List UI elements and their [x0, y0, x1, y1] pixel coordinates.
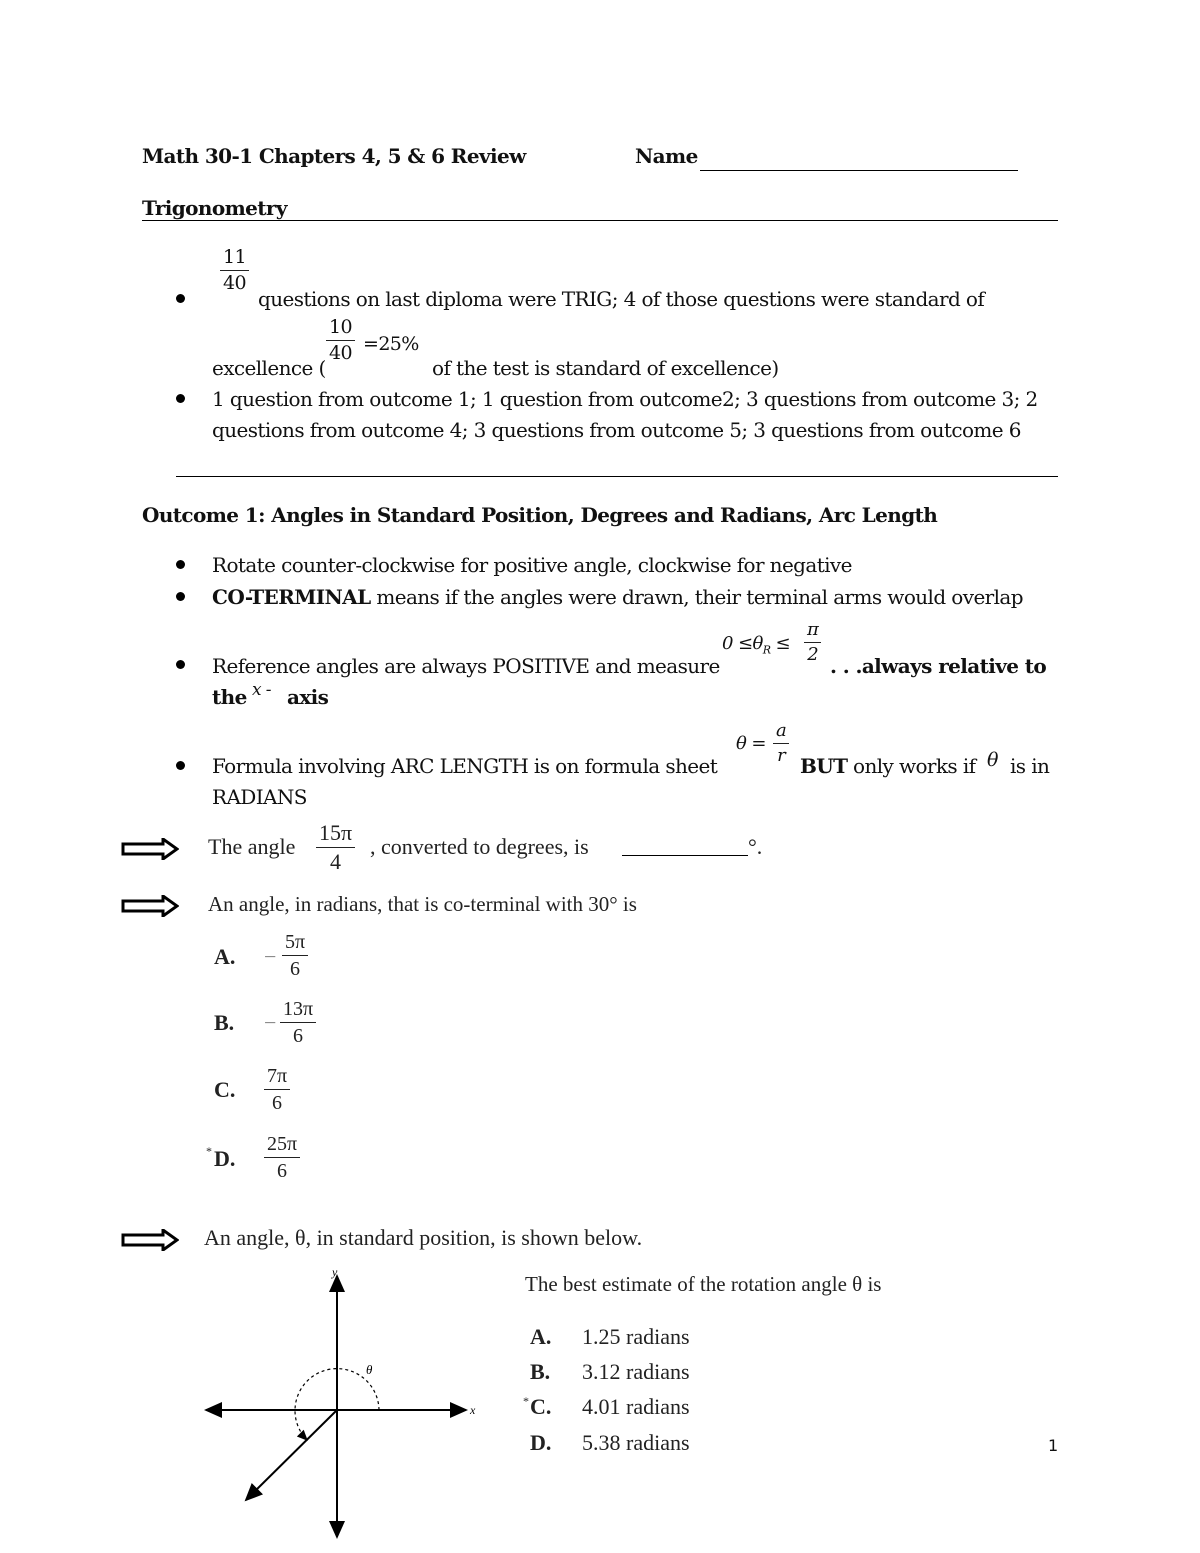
outcome1-bullet4-line2: RADIANS	[212, 785, 307, 809]
outcome1-bullet3-axis: axis	[287, 685, 329, 709]
intro-divider	[176, 476, 1058, 477]
intro-bullet2-line1: 1 question from outcome 1; 1 question from outcome2; 3 questions from outcome 3; 2	[212, 387, 1038, 411]
theta-symbol: θ	[987, 749, 998, 771]
q2-option-a-sign: −	[264, 944, 277, 969]
name-blank-line[interactable]	[700, 170, 1018, 171]
outcome1-bullet2: CO-TERMINAL means if the angles were drawn, their terminal arms would overlap	[212, 585, 1023, 609]
q2-option-b-value[interactable]: $\frac{13\pi}{6}$	[280, 999, 316, 1046]
arc-formula-left: θ =	[736, 733, 766, 754]
section-title: Trigonometry	[142, 196, 287, 220]
question-arrow-icon	[121, 1229, 179, 1251]
q3-answer-mark: *	[523, 1394, 529, 1408]
q2-option-a-label[interactable]: A.	[214, 944, 236, 969]
page-number: 1	[1048, 1436, 1059, 1455]
intro-bullet2-line2: questions from outcome 4; 3 questions from outcome 5; 3 questions from outcome 6	[212, 418, 1021, 442]
reference-angle-formula: $0 \le\theta_R$ ≤	[722, 633, 790, 657]
outcome1-title: Outcome 1: Angles in Standard Position, Degrees and Radians, Arc Length	[142, 503, 938, 527]
q1-prefix: The angle	[208, 834, 296, 859]
theta-label: θ	[366, 1362, 373, 1377]
page-title: Math 30-1 Chapters 4, 5 & 6 Review	[142, 144, 526, 168]
bullet	[176, 394, 185, 403]
q1-answer-blank[interactable]	[622, 855, 748, 856]
outcome1-bullet4-end: is in	[1010, 754, 1050, 778]
q3-option-a-label[interactable]: A.	[530, 1324, 552, 1349]
q3-option-c-label[interactable]: C.	[530, 1394, 552, 1419]
but-emphasis: BUT	[800, 754, 848, 778]
q2-option-b-label[interactable]: B.	[214, 1010, 235, 1035]
bullet	[176, 761, 185, 770]
terminal-arm	[246, 1410, 337, 1500]
outcome1-bullet4-line1: Formula involving ARC LENGTH is on formula sheet	[212, 754, 718, 778]
question-arrow-icon	[121, 838, 179, 860]
outcome1-bullet1: Rotate counter-clockwise for positive angle, clockwise for negative	[212, 553, 852, 577]
outcome1-bullet4-mid: only works if	[853, 754, 976, 778]
outcome1-bullet3-the: the	[212, 685, 247, 709]
bullet	[176, 294, 185, 303]
q3-option-a-text[interactable]: 1.25 radians	[582, 1324, 690, 1349]
q2-option-b-sign: −	[264, 1010, 277, 1035]
section-divider	[142, 220, 1058, 221]
bullet	[176, 592, 185, 601]
bullet	[176, 560, 185, 569]
q2-option-a-value[interactable]: $\frac{5\pi}{6}$	[282, 932, 308, 979]
q3-option-b-label[interactable]: B.	[530, 1359, 551, 1384]
q1-fraction: $\frac{15\pi}{4}$	[316, 822, 355, 873]
q1-degree-end: °.	[748, 834, 763, 859]
a-over-r: $\frac{a}{r}$	[773, 722, 789, 765]
q2-option-d-label[interactable]: D.	[214, 1146, 236, 1171]
intro-bullet1-line2b: of the test is standard of excellence)	[432, 356, 779, 380]
q3-option-d-text[interactable]: 5.38 radians	[582, 1430, 690, 1455]
q3-option-b-text[interactable]: 3.12 radians	[582, 1359, 690, 1384]
q3-option-c-text[interactable]: 4.01 radians	[582, 1394, 690, 1419]
intro-bullet1-line2a: excellence (	[212, 356, 326, 380]
q3-ask: The best estimate of the rotation angle θ is	[525, 1272, 882, 1296]
q3-option-d-label[interactable]: D.	[530, 1430, 552, 1455]
q2-option-c-label[interactable]: C.	[214, 1077, 236, 1102]
q1-text: , converted to degrees, is	[370, 834, 589, 859]
q3-stem: An angle, θ, in standard position, is shown below.	[204, 1225, 643, 1250]
name-label: Name	[635, 144, 698, 168]
coterminal-term: CO-TERMINAL	[212, 585, 371, 609]
q2-answer-mark: *	[206, 1144, 212, 1158]
q2-option-c-value[interactable]: $\frac{7\pi}{6}$	[264, 1066, 290, 1113]
intro-bullet1-line1: questions on last diploma were TRIG; 4 of those questions were standard of	[258, 287, 985, 311]
fraction-11-40: $\frac{11}{40}$	[220, 248, 249, 293]
q2-stem: An angle, in radians, that is co-terminal with 30° is	[208, 892, 637, 916]
x-axis-label: x	[470, 1403, 476, 1417]
q2-option-d-value[interactable]: $\frac{25\pi}{6}$	[264, 1134, 300, 1181]
bullet	[176, 660, 185, 669]
outcome1-bullet3-line1: Reference angles are always POSITIVE and measure	[212, 654, 720, 678]
outcome1-bullet3-tail: . . .always relative to	[830, 654, 1047, 678]
y-axis-label: y	[332, 1265, 338, 1279]
x-variable: x -	[252, 680, 271, 700]
question-arrow-icon	[121, 895, 179, 917]
percent-value: =25%	[363, 333, 419, 355]
fraction-10-40: $\frac{10}{40}$	[326, 318, 355, 363]
pi-over-2: $\frac{\pi}{2}$	[804, 621, 821, 664]
angle-diagram	[200, 1262, 490, 1552]
